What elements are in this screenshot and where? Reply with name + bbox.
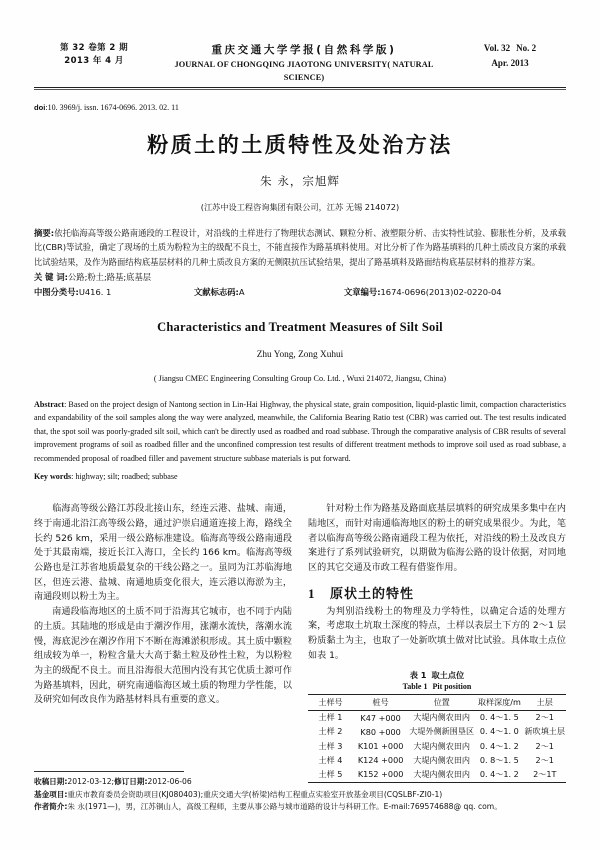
volume-label: Vol. 32 [483,43,511,53]
clc-label: 中图分类号: [34,287,79,298]
abstract-en-text: : Based on the project design of Nantong section in Lin-Hai Highway, the physical state, grain composition, liquid-plastic limit, compaction characteristics and expandability of the soil samples along the way were analyzed, meanwhile, the California Bearing Ratio test (CBR) was carried out. The test results indicated that, the spot soil was poorly-graded silt soil, which can't be directly used as roadbed and road subbase. Through the comparative analysis of CBR results of several improvement programs of soil as roadbed filler and the unconfined compression test results of different treatment methods to improve soil used as road subbase, a recommended proposal of roadbed filler and pavement structure subbase materials is put forward. [34,399,566,463]
cell-sample-id: 土样 1 [318,712,343,723]
keywords-cn-label: 关 键 词: [34,271,68,282]
masthead-left [34,42,154,68]
pit-position-table [308,694,566,784]
column-header-stake-number: 桩号 [353,694,408,710]
article-affiliation-cn: (江苏中设工程咨询集团有限公司，江苏 无锡 214072) [200,202,400,213]
footnote-rule [34,771,184,772]
cell-stake-number: K124 +000 [357,755,404,766]
table-number-en: Table 1 [402,681,428,691]
received-date-value: 2012-03-12; [67,777,115,787]
masthead-rule-top [34,87,566,88]
cell-sample-id: 土样 3 [318,740,343,751]
document-code [194,285,344,299]
table-row [308,710,566,725]
keywords-en-label: Key words [34,472,72,482]
author-bio-label: 作者简介: [34,802,68,812]
table-row [308,725,566,739]
issue-label: No. 2 [516,43,537,53]
document-code-label: 文献标志码: [194,287,239,298]
cell-location: 大堤内侧农田内 [413,754,471,765]
received-date-label: 收稿日期: [34,777,68,787]
revised-date-value: 2012-06-06 [147,777,192,787]
abstract-en [34,398,566,466]
cell-location: 大堤外侧新围垦区 [409,726,475,737]
table-caption-text-en: Pit position [432,681,472,691]
body-column-left [34,502,292,783]
cell-stake-number: K152 +000 [353,767,408,783]
body-paragraph: 针对粉土作为路基及路面底基层填料的研究成果多集中在内陆地区，而针对南通临海地区的粉土的研究成果很少。为此，笔者以临海高等级公路南通段工程为依托，对沿线的粉土及改良方案进行了系列试验研究，以期做为临海公路的设计依据，对同地区的其它交通及市政工程有借鉴作用。 [308,504,566,573]
body-column-right [308,502,566,783]
section-number: 1 [308,585,315,601]
date-en: Apr. 2013 [491,57,529,68]
cell-stake-number: K47 +000 [360,712,401,723]
section-heading-1 [308,583,566,602]
cell-stake-number: K80 +000 [360,726,401,737]
cell-sampling-depth: 0. 4～1. 5 [479,712,519,723]
cell-sample-id: 土样 2 [318,726,343,737]
classification-line [34,285,566,299]
body-columns [34,502,566,783]
abstract-cn-text: 依托临海高等级公路南通段的工程设计，对沿线的土样进行了物理状态测试、颗粒分析、液塑限分析、击实特性试验、膨胀性分析，及承载比(CBR)等试验，确定了现场的土质为粉粒为主的级配不良土，不能直接作为路基填料使用。对比分析了作为路基填料的几种土质改良方案的承载比试验结果，及作为路面结构底基层材料的几种土质改良方案的无侧限抗压试验结果，提出了路基填料及路面结构底基层材料的推荐方案。 [34,228,566,267]
section-title: 原状土的特性 [330,586,415,602]
article-affiliation-en: ( Jiangsu CMEC Engineering Consulting Group Co. Ltd. , Wuxi 214072, Jiangsu, China) [153,373,447,383]
keywords-en [34,470,566,484]
cell-location: 大堤内侧农田内 [408,767,475,783]
clc-value: U416. 1 [78,287,112,298]
column-header-sampling-depth: 取样深度/m [475,694,523,710]
footnote-funding [34,789,566,802]
cell-soil-layer: 2～1 [535,754,554,765]
author-bio-value: 朱 永(1971—)，男，江苏铜山人，高级工程师，主要从事公路与城市道路的设计与科研工作。E-mail:769574688@ qq. com。 [67,802,502,812]
table-caption-en [308,682,566,691]
table-header [308,694,566,710]
date-cn: 2013 年 4 月 [64,56,124,67]
cell-soil-layer: 2～1T [524,767,567,783]
keywords-en-text: : highway; silt; roadbed; subbase [71,472,178,482]
masthead [34,42,566,85]
footnote-block [34,771,566,814]
keywords-cn-text: 公路;粉土;路基;底基层 [68,271,152,282]
doi-label: doi [34,103,46,113]
cell-soil-layer: 2～1 [535,740,554,751]
cell-stake-number: K101 +000 [357,741,404,751]
article-id-value: 1674-0696(2013)02-0220-04 [380,287,502,298]
article-authors-cn: 朱 永，宗旭辉 [260,174,340,189]
cell-location: 大堤内侧农田内 [413,712,471,723]
article-title-cn: 粉质土的土质特性及处治方法 [147,133,453,158]
journal-title-cn: 重庆交通大学学报(自然科学版) [211,44,397,56]
doi-value: :10. 3969/j. issn. 1674-0696. 2013. 02. 11 [45,103,179,113]
cell-soil-layer: 2～1 [535,712,554,723]
cell-soil-layer: 新吹填土层 [524,726,565,737]
footnote-dates [34,776,566,789]
volume-issue-en [454,42,566,56]
article-id [344,285,566,299]
body-paragraph: 为判别沿线粉土的物理及力学特性，以确定合适的处理方案，考虑取土坑取土深度的特点，土样以表层土下方的 2～1 层粉质黏土为主，也取了一处新吹填土做对比试验。具体取土点位如表 1。 [308,606,566,661]
footnote-author-bio [34,801,566,814]
article-id-label: 文章编号: [344,287,381,298]
clc-number [34,285,194,299]
masthead-rule-bottom [34,89,566,90]
column-header-location: 位置 [408,694,475,710]
cell-location: 大堤内侧农田内 [413,740,471,751]
table-row [308,753,566,767]
doi-line [34,103,566,112]
table-number-cn: 表 1 [409,669,427,680]
column-header-soil-layer: 土层 [524,694,567,710]
abstract-cn-label: 摘要: [34,228,55,239]
cell-sample-id: 土样 5 [308,767,353,783]
cell-sampling-depth: 0. 4～1. 2 [475,767,523,783]
keywords-cn [34,270,566,284]
abstract-cn [34,226,566,269]
funding-label: 基金项目: [34,789,68,799]
cell-sampling-depth: 0. 4～1. 0 [479,726,519,737]
masthead-center [154,42,454,85]
cell-sampling-depth: 0. 8～1. 5 [479,754,519,765]
body-paragraph: 南通段临海地区的土质不同于沿海其它城市，也不同于内陆的土质。其陆地的形成是由于潮汐作用，涨潮水流快，落潮水流慢，海底泥沙在潮汐作用下不断在海滩淤积形成。其土质中颗粒组成较为单一，粉粒含量大大高于黏土粒及砂性土粒，为以粉粒为主的级配不良土。而且沿海很大范围内没有其它优质土源可作为路基填料，因此，研究南通临海区域土质的物理力学性能，以及研究如何改良作为路基材料具有重要的意义。 [34,607,292,706]
table-header-row [308,694,566,710]
abstract-en-label: Abstract [34,399,65,409]
body-paragraph: 临海高等级公路江苏段北接山东，经连云港、盐城、南通，终于南通北沿江高等级公路，通过沪崇启通道连接上海，路线全长约 526 km，采用一级公路标准建设。临海高等级公路南通段处于其最南端，接近长江入海口，全长约 166 km。临海高等级公路也是江苏省地质最复杂的干线公路之一。虽同为江苏临海地区，但连云港、盐城、南通地质变化很大，连云港以海淤为主，南通段则以粉土为主。 [34,504,292,603]
document-code-value: A [238,287,245,298]
volume-issue-cn: 第 32 卷第 2 期 [60,43,128,53]
table-caption-cn [308,670,566,681]
table-caption-text-cn: 取土点位 [431,669,465,680]
article-authors-en: Zhu Yong, Zong Xuhui [256,349,344,360]
table-row [308,739,566,753]
cell-sample-id: 土样 4 [318,754,343,765]
revised-date-label: 修订日期: [114,777,148,787]
cell-sampling-depth: 0. 4～1. 2 [479,740,519,751]
funding-value: 重庆市教育委员会资助项目(KJ080403);重庆交通大学(桥梁)结构工程重点实验室开放基金项目(CQSLBF-ZI0-1) [67,789,443,799]
column-header-sample-id: 土样号 [308,694,353,710]
masthead-right [454,42,566,71]
journal-title-en: JOURNAL OF CHONGQING JIAOTONG UNIVERSITY( NATURAL SCIENCE) [174,60,434,83]
article-title-en: Characteristics and Treatment Measures of Silt Soil [157,319,443,334]
